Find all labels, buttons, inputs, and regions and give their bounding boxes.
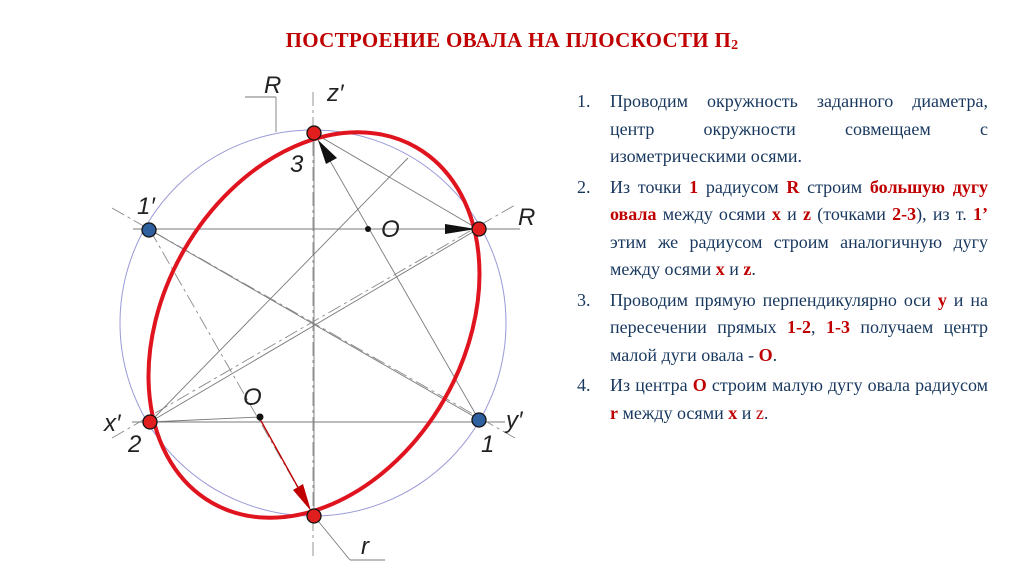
label-x-prime: x′ [104, 410, 121, 437]
step-text-part: (точками [810, 204, 893, 224]
step-text-part: Проводим прямую перпендикулярно оси [610, 289, 938, 310]
step-1 [577, 88, 988, 171]
label-O-lower: O [243, 384, 262, 411]
step-4 [577, 372, 988, 427]
step-text-part: получаем центр малой дуги овала - [610, 317, 989, 365]
axis-ref: x [771, 204, 781, 224]
step-text-part: ), из т. [916, 204, 974, 224]
construction-steps [577, 88, 988, 430]
emphasis: большую дугу овала [610, 176, 989, 224]
radius-R-arrow-top [318, 140, 337, 164]
title-main: ПОСТРОЕНИЕ ОВАЛА НА ПЛОСКОСТИ П [285, 28, 732, 52]
axis-ref: y [937, 289, 947, 310]
step-text-part: Из центра [610, 375, 693, 395]
step-text-part: радиусом [698, 176, 787, 197]
center-ref: O [692, 375, 707, 395]
axis-ref: x [728, 402, 738, 423]
line-2-1prime-dir [150, 158, 408, 422]
step-text-part: . [772, 344, 778, 365]
point-ref: 1 [689, 176, 699, 197]
title-subscript: 2 [731, 38, 739, 53]
center-O-lower [257, 414, 264, 421]
point-3 [307, 126, 321, 140]
point-r [307, 509, 321, 523]
center-O-upper [365, 226, 371, 232]
step-number: 2. [577, 176, 591, 197]
step-text-part: . [763, 402, 769, 423]
step-text-part: строим [799, 176, 870, 197]
radius-ref: r [610, 402, 618, 423]
label-y-prime: y′ [506, 407, 523, 434]
step-number: 3. [577, 289, 591, 310]
step-text-part: , [811, 317, 826, 337]
label-r: r [361, 533, 369, 560]
point-2 [143, 415, 157, 429]
step-text [610, 287, 988, 370]
line-O-lower-to-2 [150, 417, 260, 422]
axis-ref: z [755, 402, 764, 423]
step-text-part: строим малую дугу овала радиусом [706, 375, 988, 395]
step-text-part: Из точки [610, 176, 690, 197]
step-text-part: между осями [656, 204, 772, 224]
step-number: 1. [577, 91, 591, 111]
point-R-right [472, 222, 486, 236]
step-text-part: и [724, 259, 744, 279]
step-3 [577, 287, 988, 370]
point-ref: 1’ [973, 204, 989, 224]
r-leader [314, 516, 385, 560]
axis-ref: x [715, 259, 725, 279]
label-1-prime: 1′ [137, 193, 155, 220]
step-text [610, 174, 988, 284]
label-O-upper: O [381, 216, 400, 243]
step-text-part: . [751, 259, 756, 279]
radius-ref: R [786, 176, 800, 197]
step-text-part: и на пересечении прямых [610, 289, 988, 337]
label-3: 3 [290, 151, 304, 178]
point-1 [472, 413, 486, 427]
point-ref: 2-3 [892, 204, 917, 224]
label-1: 1 [481, 431, 495, 458]
label-R-top: R [264, 72, 282, 99]
step-text [610, 372, 988, 427]
step-2 [577, 174, 988, 284]
label-R-right: R [518, 204, 536, 231]
step-text-part: между осями [618, 402, 729, 423]
line-ref: 1-2 [787, 317, 812, 337]
radius-r-arrow [260, 419, 311, 511]
step-text-part: этим же радиусом строим аналогичную дугу между осями [610, 231, 988, 279]
point-1prime [142, 223, 156, 237]
step-text [610, 88, 988, 171]
step-text-part: и [780, 204, 803, 224]
line-ref: 1-3 [825, 317, 850, 337]
step-number: 4. [577, 375, 591, 395]
step-text-part: Проводим окружность заданного диаметра, центр окружности совмещаем с изометрическими осями. [610, 91, 988, 166]
label-z-prime: z′ [327, 80, 344, 107]
axis-ref: z [802, 204, 811, 224]
label-2: 2 [128, 431, 142, 458]
axis-ref: z [743, 259, 752, 279]
step-text-part: и [737, 402, 756, 423]
center-ref: O [758, 344, 773, 365]
